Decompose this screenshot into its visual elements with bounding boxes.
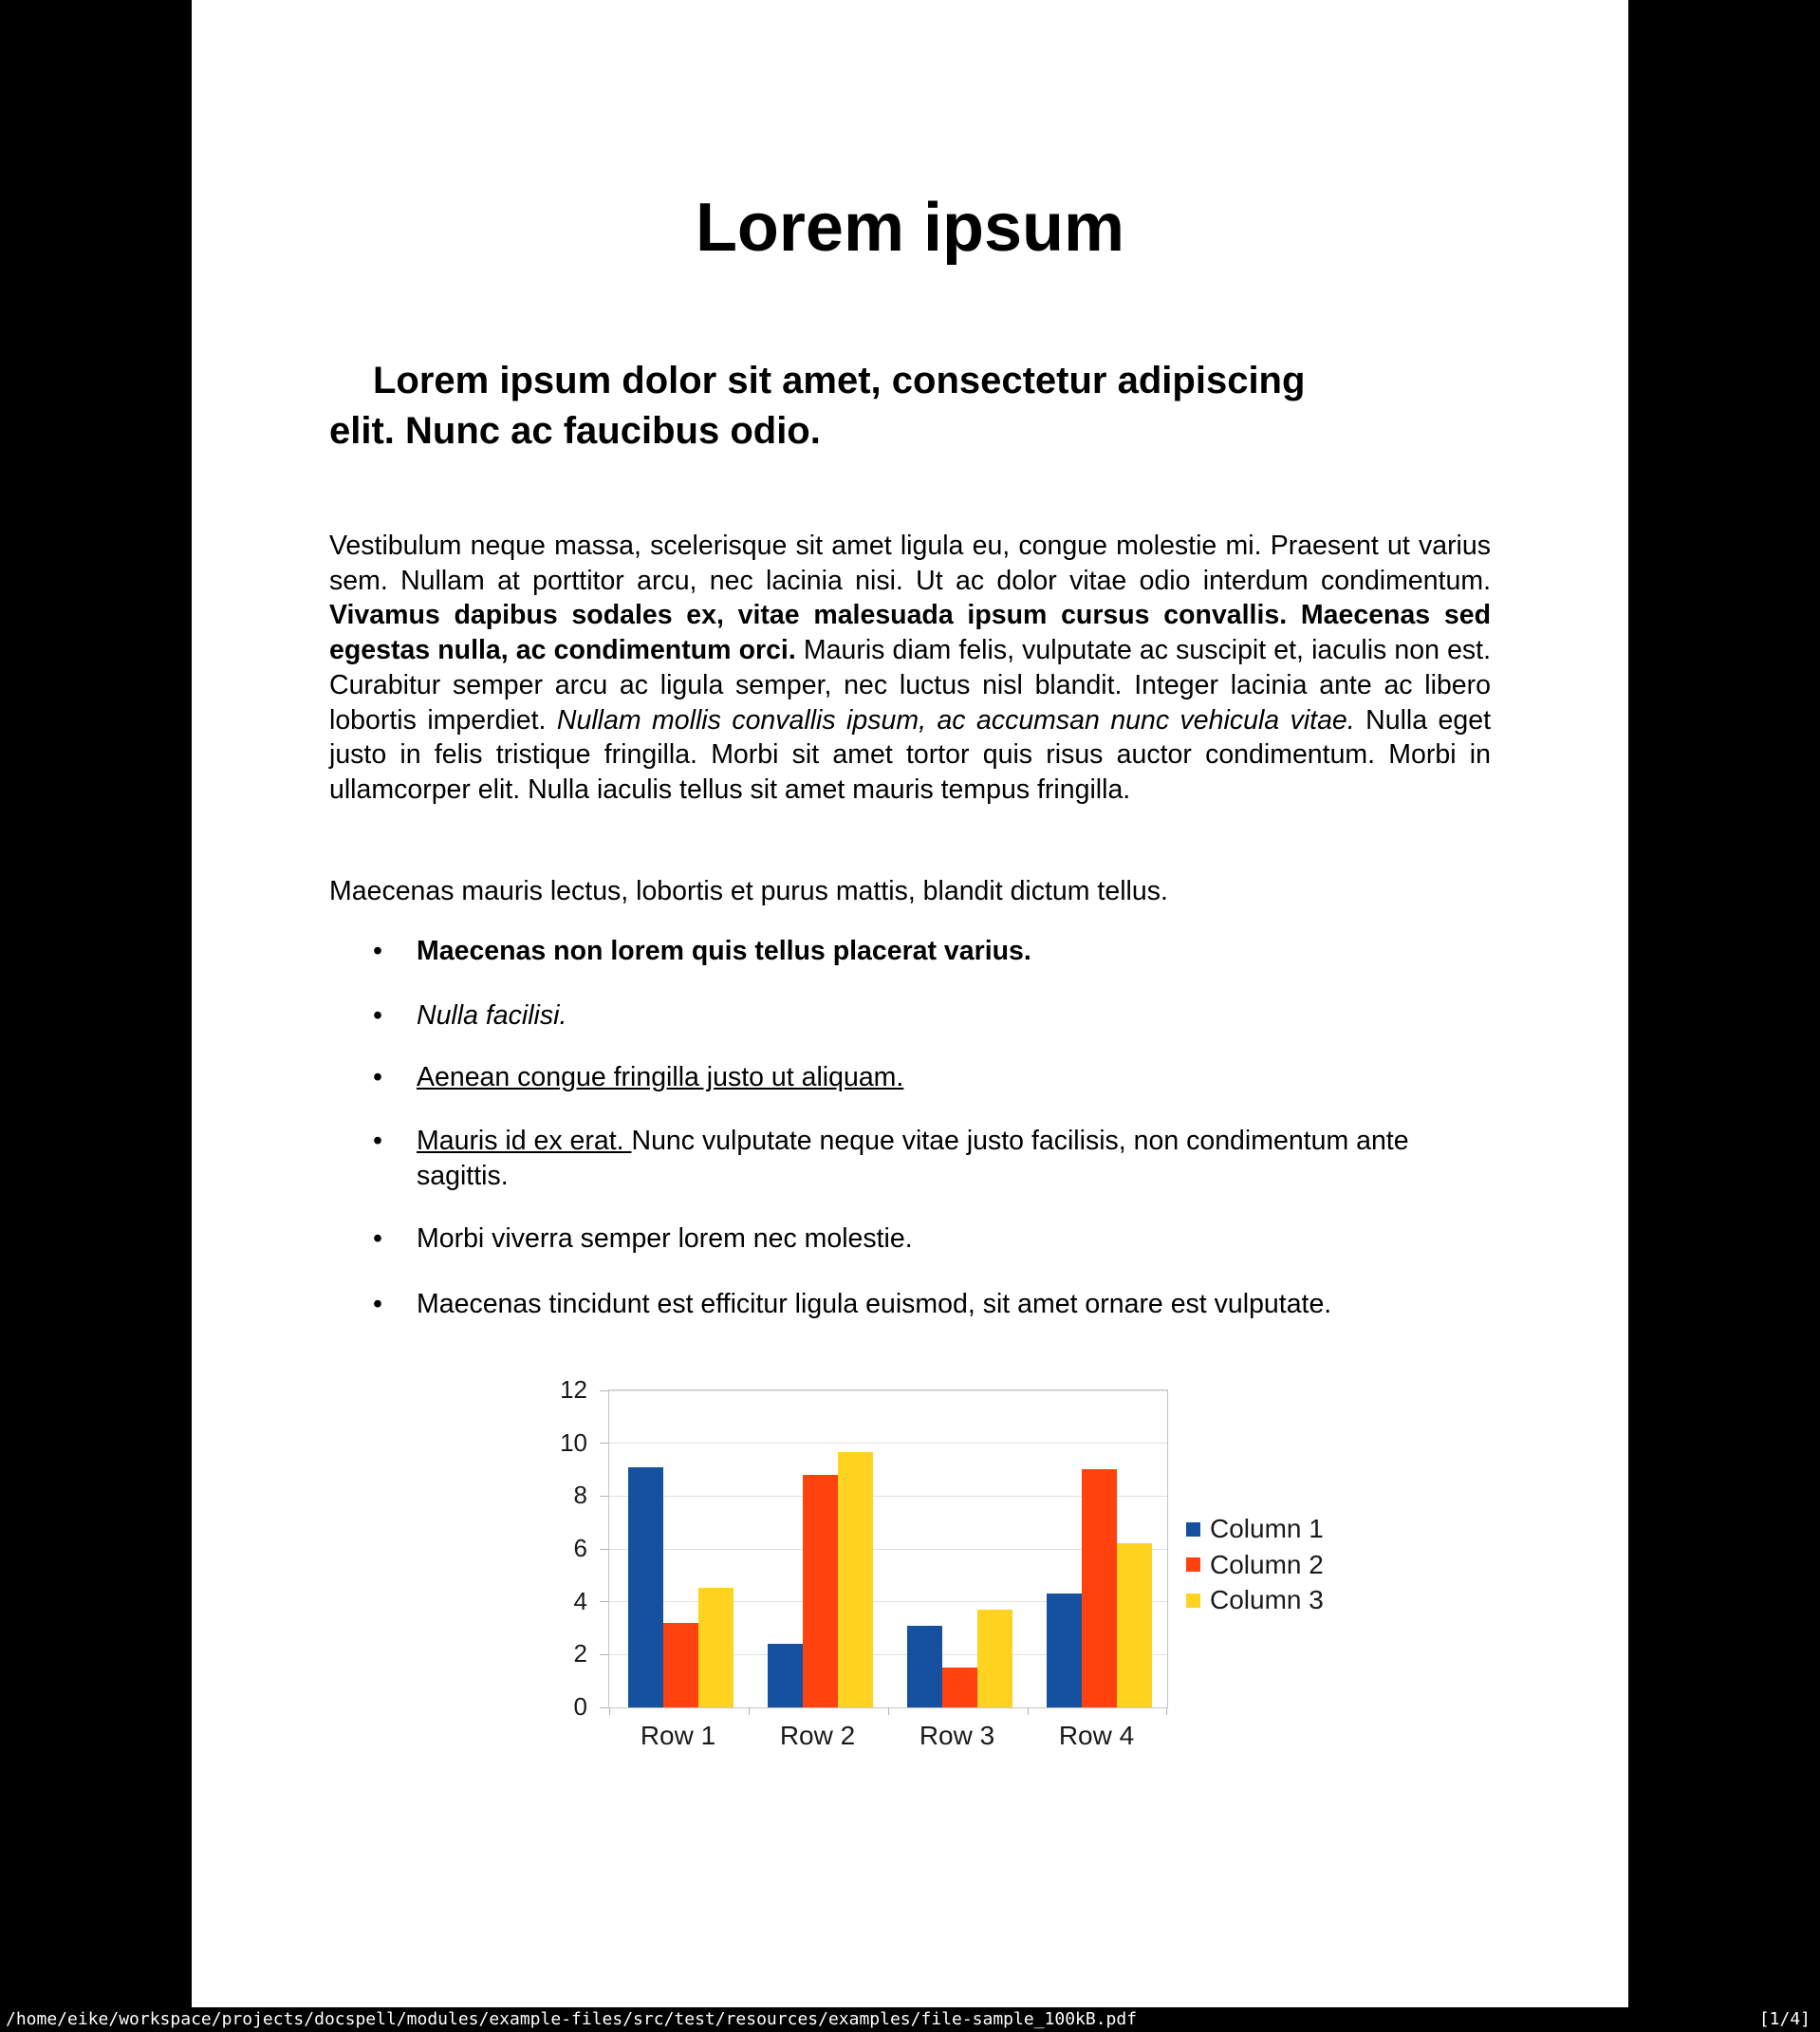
text-segment-normal: Mauris diam felis, vulputate ac suscipit et, iaculis non est. Curabitur semper arcu ac ligula semper, nec luctus nisl blandit. Integer lacinia ante ac libero lobortis imperdiet. — [329, 635, 1492, 736]
bullet-icon: • — [373, 936, 382, 966]
bar-column-2-row-2 — [803, 1475, 838, 1707]
y-axis-label: 8 — [573, 1481, 587, 1510]
bar-column-1-row-2 — [768, 1644, 803, 1707]
y-axis-label: 10 — [560, 1427, 587, 1457]
legend-swatch-icon — [1186, 1594, 1200, 1608]
y-axis-tick — [600, 1443, 608, 1444]
legend-label: Column 3 — [1210, 1585, 1324, 1614]
bar-column-1-row-1 — [628, 1467, 663, 1707]
bullet-icon: • — [373, 1062, 382, 1092]
bullet-item — [373, 1124, 1491, 1194]
text-segment-normal: Nunc vulputate neque vitae justo facilisis, non condimentum ante sagittis. — [417, 1126, 1409, 1191]
bar-column-3-row-1 — [698, 1588, 734, 1707]
text-segment-underline: Aenean congue fringilla justo ut aliquam. — [417, 1062, 904, 1092]
text-segment-underline: Mauris id ex erat. — [417, 1126, 632, 1156]
bar-column-1-row-4 — [1047, 1594, 1082, 1707]
x-axis-category-label: Row 2 — [779, 1721, 856, 1750]
bar-column-3-row-3 — [977, 1610, 1012, 1707]
document-page[interactable] — [192, 0, 1628, 2007]
gridline — [609, 1443, 1167, 1444]
bullet-item — [373, 998, 1491, 1034]
x-axis-tick — [1166, 1707, 1167, 1715]
legend-swatch-icon — [1186, 1522, 1200, 1537]
subtitle-line-2: elit. Nunc ac faucibus odio. — [329, 410, 821, 452]
x-axis-category-label: Row 3 — [919, 1721, 995, 1750]
text-segment-italic: Nulla facilisi. — [417, 1000, 567, 1031]
text-segment-bold: Vivamus dapibus sodales ex, vitae malesuada ipsum cursus convallis. Maecenas sed egestas nulla, ac condimentum orci. — [329, 600, 1491, 666]
y-axis-tick — [600, 1707, 608, 1708]
y-axis-tick — [600, 1654, 608, 1655]
text-segment-italic: Nullam mollis convallis ipsum, ac accumsan nunc vehicula vitae. — [556, 704, 1366, 736]
x-axis-tick — [609, 1707, 610, 1715]
status-bar — [0, 2007, 1820, 2032]
document-title: Lorem ipsum — [695, 190, 1125, 266]
bar-column-2-row-3 — [942, 1668, 977, 1707]
text-segment-normal: Maecenas tincidunt est efficitur ligula euismod, sit amet ornare est vulputate. — [417, 1289, 1332, 1319]
text-segment-bold: Maecenas non lorem quis tellus placerat varius. — [417, 936, 1031, 966]
y-axis-tick — [600, 1549, 608, 1550]
subtitle-line-1: Lorem ipsum dolor sit amet, consectetur adipiscing — [373, 360, 1306, 401]
text-segment-normal: Nulla eget justo in felis tristique fringilla. Morbi sit amet tortor quis risus auctor condimentum. Morbi in ullamcorper elit. Nulla iaculis tellus sit amet mauris tempus fringilla. — [329, 704, 1491, 805]
chart-plot-area — [608, 1389, 1168, 1708]
legend-item — [1186, 1511, 1324, 1547]
x-axis-category-label: Row 4 — [1058, 1721, 1135, 1750]
document-subtitle — [329, 356, 1491, 457]
y-axis-tick — [600, 1601, 608, 1602]
text-segment-normal: Morbi viverra semper lorem nec molestie. — [417, 1223, 913, 1254]
y-axis-label: 4 — [573, 1586, 587, 1615]
x-axis-tick — [749, 1707, 750, 1715]
body-paragraph — [329, 529, 1491, 808]
bullet-icon: • — [373, 1126, 382, 1156]
bullet-icon: • — [373, 1223, 382, 1254]
bullet-icon: • — [373, 1289, 382, 1319]
bullet-item — [373, 1221, 1491, 1257]
gridline — [609, 1390, 1167, 1391]
y-axis-tick — [600, 1496, 608, 1497]
x-axis-tick — [1028, 1707, 1029, 1715]
y-axis-label: 6 — [573, 1534, 587, 1562]
y-axis-label: 2 — [573, 1639, 587, 1668]
text-segment-normal: Vestibulum neque massa, scelerisque sit amet ligula eu, congue molestie mi. Praesent ut varius sem. Nullam at porttitor arcu, nec lacinia nisi. Ut ac dolor vitae odio interdum condimentum. — [329, 531, 1491, 596]
y-axis-label: 0 — [573, 1692, 587, 1721]
bar-column-2-row-4 — [1082, 1469, 1117, 1707]
bullet-item — [373, 1287, 1491, 1322]
bullet-item — [373, 1060, 1491, 1095]
y-axis-tick — [600, 1390, 608, 1391]
y-axis-label: 12 — [560, 1375, 587, 1404]
bullet-item — [373, 934, 1491, 969]
status-file-path: /home/eike/workspace/projects/docspell/modules/example-files/src/test/resources/examples/file-sample_100kB.pdf — [6, 2009, 1138, 2029]
legend-item — [1186, 1547, 1324, 1583]
legend-label: Column 2 — [1210, 1549, 1324, 1579]
legend-label: Column 1 — [1210, 1514, 1324, 1543]
bar-column-2-row-1 — [663, 1623, 698, 1707]
bar-column-3-row-2 — [838, 1452, 873, 1707]
x-axis-category-label: Row 1 — [640, 1721, 716, 1750]
x-axis-tick — [888, 1707, 889, 1715]
bar-column-3-row-4 — [1117, 1543, 1152, 1707]
intro-line: Maecenas mauris lectus, lobortis et purus mattis, blandit dictum tellus. — [329, 876, 1168, 906]
bullet-icon: • — [373, 1000, 382, 1031]
bar-column-1-row-3 — [907, 1626, 942, 1707]
legend-item — [1186, 1582, 1324, 1618]
legend-swatch-icon — [1186, 1557, 1200, 1572]
status-page-indicator: [1/4] — [1758, 2009, 1811, 2029]
